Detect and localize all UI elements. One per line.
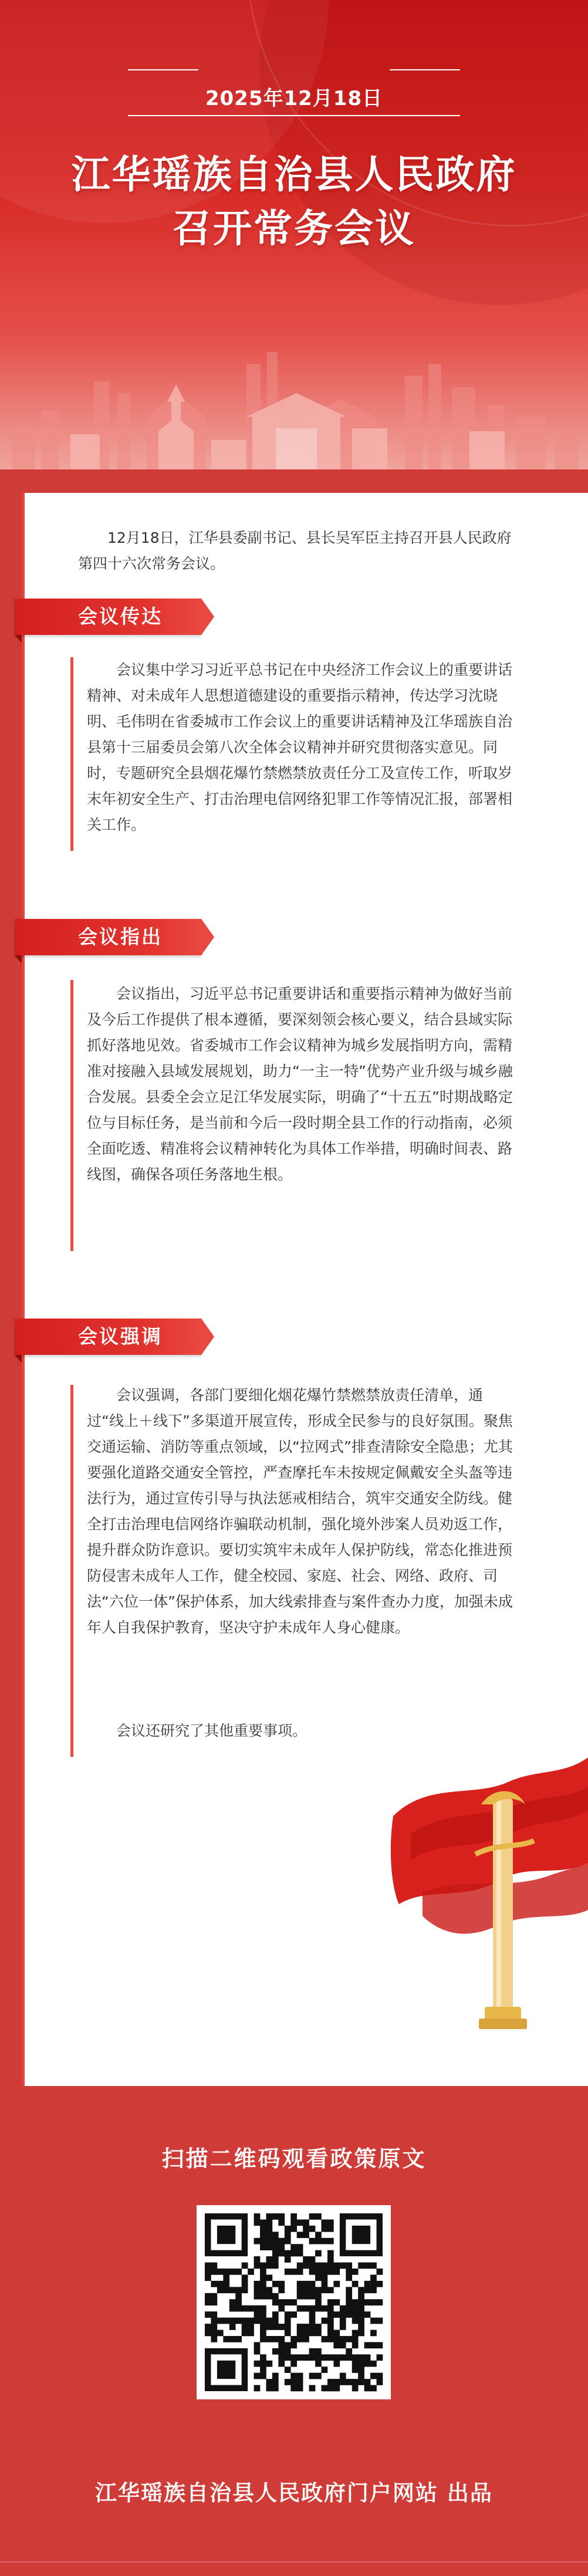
intro-paragraph: 12月18日，江华县委副书记、县长吴军臣主持召开县人民政府第四十六次常务会议。 bbox=[78, 529, 512, 572]
city-skyline-illustration bbox=[0, 329, 588, 469]
title-line-1: 江华瑶族自治县人民政府 bbox=[71, 152, 517, 197]
section-left-bar bbox=[70, 1385, 73, 1757]
date-rule-left bbox=[128, 69, 198, 70]
bottom-divider bbox=[0, 2561, 588, 2563]
section-body-emphasis: 会议强调，各部门要细化烟花爆竹禁燃禁放责任清单，通过“线上＋线下”多渠道开展宣传，形成全民参与的良好氛围。聚焦交通运输、消防等重点领域，以“拉网式”排查清除安全隐患；尤其要强化道路交通安全管控，严查摩托车未按规定佩戴安全头盔等违法行为，通过宣传引导与执法惩戒相结合，筑牢交通安全防线。健全打击治理电信网络诈骗联动机制，强化境外涉案人员劝返工作，提升群众防诈意识。要切实筑牢未成年人保护防线，常态化推进预防侵害未成年人工作，健全校园、家庭、社会、网络、政府、司法“六位一体”保护体系，加大线索排查与案件查办力度，加强未成年人自我保护教育，坚决守护未成年人身心健康。 bbox=[87, 1387, 513, 1636]
section-tag-emphasis bbox=[15, 1319, 201, 1355]
date-rule-right bbox=[390, 69, 460, 70]
card-edge bbox=[22, 493, 25, 2086]
meeting-date: 2025年12月18日 bbox=[205, 87, 383, 110]
section-tag-transmit bbox=[15, 599, 201, 635]
scan-prompt: 扫描二维码观看政策原文 bbox=[161, 2146, 427, 2172]
section-title: 会议传达 bbox=[78, 605, 163, 628]
date-rule bbox=[128, 115, 460, 116]
title-line-2: 召开常务会议 bbox=[173, 206, 415, 251]
section-body-points: 会议指出，习近平总书记重要讲话和重要指示精神为做好当前及今后工作提供了根本遵循，要深刻领会核心要义，结合县域实际抓好落地见效。省委城市工作会议精神为城乡发展指明方向，需精准对接融入县域发展规划，助力“一主一特”优势产业升级与城乡融合发展。县委全会立足江华发展实际，明确了“十五五”时期战略定位与目标任务，是当前和今后一段时期全县工作的行动指南，必须全面吃透、精准将会议精神转化为具体工作举措，明确时间表、路线图，确保各项任务落地生根。 bbox=[87, 985, 513, 1183]
section-title: 会议指出 bbox=[78, 925, 163, 948]
page-title bbox=[0, 148, 588, 256]
section-left-bar bbox=[70, 980, 73, 1251]
section-body-closing: 会议还研究了其他重要事项。 bbox=[116, 1722, 307, 1739]
section-title: 会议强调 bbox=[78, 1325, 163, 1348]
flag-pillar-decoration bbox=[376, 1716, 588, 2086]
section-left-bar bbox=[70, 657, 73, 851]
section-tag-points bbox=[15, 919, 201, 955]
header-banner bbox=[0, 0, 588, 469]
section-body-transmit: 会议集中学习习近平总书记在中央经济工作会议上的重要讲话精神、对未成年人思想道德建设的重要指示精神，传达学习沈晓明、毛伟明在省委城市工作会议上的重要讲话精神及江华瑶族自治县第十三届委员会第八次全体会议精神并研究贯彻落实意见。同时，专题研究全县烟花爆竹禁燃禁放责任分工及宣传工作，听取岁末年初安全生产、打击治理电信网络犯罪工作等情况汇报，部署相关工作。 bbox=[87, 661, 513, 833]
publisher-credit: 江华瑶族自治县人民政府门户网站 出品 bbox=[95, 2480, 493, 2506]
qr-code[interactable] bbox=[197, 2205, 391, 2399]
